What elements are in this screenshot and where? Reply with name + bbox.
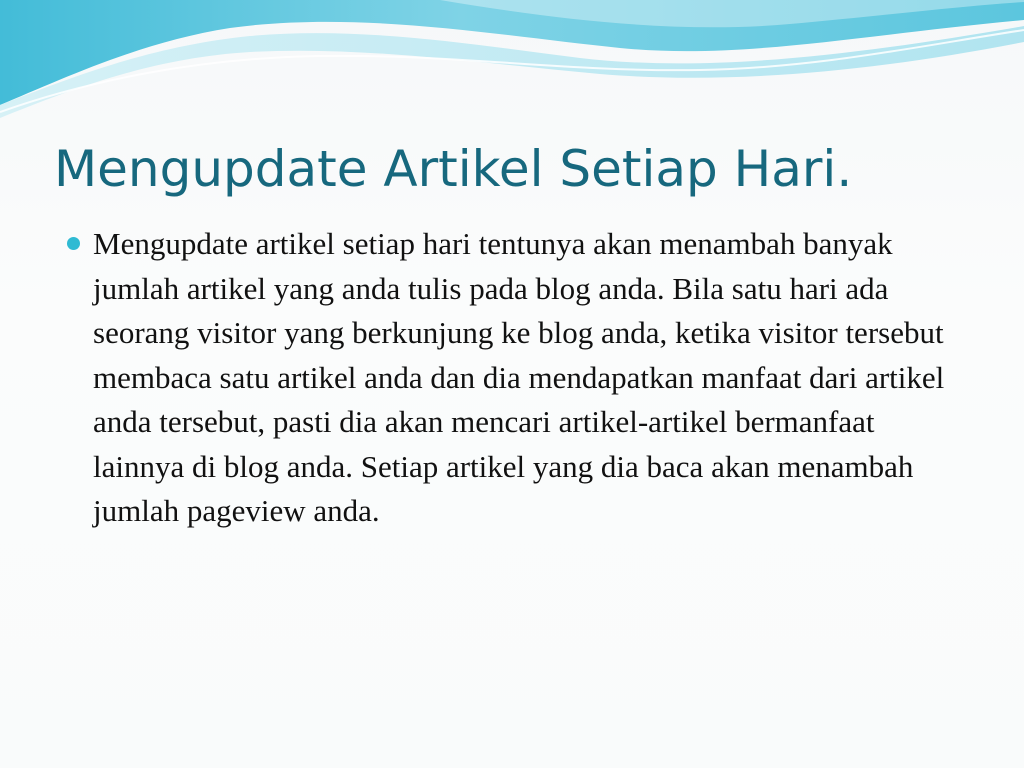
bullet-dot-icon xyxy=(67,237,80,250)
slide-title: Mengupdate Artikel Setiap Hari. xyxy=(54,140,853,198)
header-wave-decoration xyxy=(0,0,1024,130)
bullet-list xyxy=(64,222,964,534)
bullet-text: Mengupdate artikel setiap hari tentunya akan menambah banyak jumlah artikel yang anda tulis pada blog anda. Bila satu hari ada seorang visitor yang berkunjung ke blog anda, ketika visitor tersebut membaca satu artikel anda dan dia mendapatkan manfaat dari artikel anda tersebut, pasti dia akan mencari artikel-artikel bermanfaat lainnya di blog anda. Setiap artikel yang dia baca akan menambah jumlah pageview anda. xyxy=(93,226,945,528)
bullet-item xyxy=(64,222,964,534)
